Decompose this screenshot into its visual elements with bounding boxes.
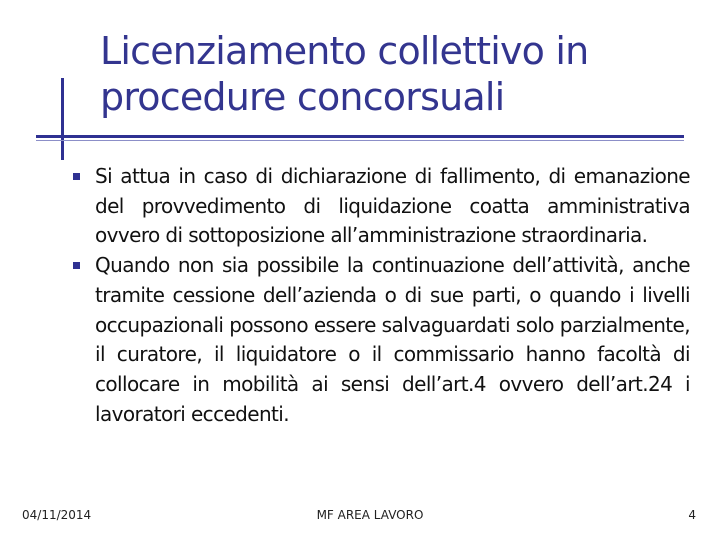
decorative-vertical-line — [61, 78, 64, 160]
footer-label: MF AREA LAVORO — [316, 508, 424, 522]
bullet-item — [30, 162, 690, 251]
square-bullet-icon — [73, 262, 80, 269]
bullet-item — [30, 251, 690, 429]
square-bullet-icon — [73, 173, 80, 180]
page-number: 4 — [688, 508, 696, 522]
bullet-text: Si attua in caso di dichiarazione di fallimento, di emanazione del provvedimento di liquidazione coatta amministrativa ovvero di sottoposizione all’amministrazione straordinaria. — [95, 164, 690, 248]
bullet-list — [30, 162, 690, 429]
slide-title: Licenziamento collettivo in procedure concorsuali — [100, 29, 589, 119]
title-underline-thin — [36, 140, 684, 141]
title-underline — [36, 135, 684, 138]
footer-date: 04/11/2014 — [22, 508, 92, 522]
bullet-text: Quando non sia possibile la continuazione dell’attività, anche tramite cessione dell’azienda o di sue parti, o quando i livelli occupazionali possono essere salvaguardati solo parzialmente, il curatore, il liquidatore o il commissario hanno facoltà di collocare in mobilità ai sensi dell’art.4 ovvero dell’art.24 i lavoratori eccedenti. — [95, 253, 690, 426]
